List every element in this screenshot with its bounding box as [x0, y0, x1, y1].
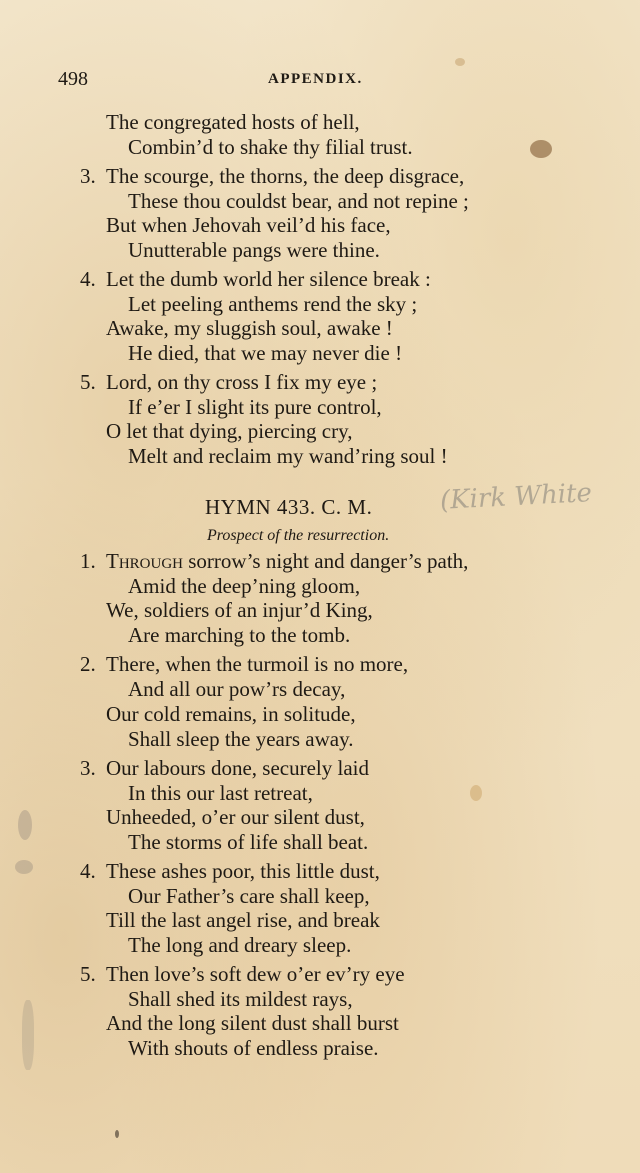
- verse-line: These ashes poor, this little dust,: [106, 859, 380, 883]
- hymn-subtitle: Prospect of the resurrection.: [207, 527, 390, 544]
- page-number: 498: [58, 68, 88, 90]
- verse-line: But when Jehovah veil’d his face,: [106, 213, 391, 237]
- verse-number: 1.: [80, 549, 96, 573]
- verse-line: And the long silent dust shall burst: [106, 1011, 399, 1035]
- verse-line: Our labours done, securely laid: [106, 756, 370, 780]
- verse-line: Shall sleep the years away.: [128, 727, 354, 751]
- verse-line: The long and dreary sleep.: [128, 933, 352, 957]
- first-word-smallcaps: Through: [106, 549, 183, 573]
- verse-number: 3.: [80, 164, 96, 188]
- verse-line: And all our pow’rs decay,: [128, 677, 346, 701]
- stain-spot: [455, 58, 465, 66]
- stain-spot: [18, 810, 32, 840]
- stain-spot: [115, 1130, 119, 1138]
- verse-line: Are marching to the tomb.: [128, 623, 351, 647]
- stain-spot: [15, 860, 33, 874]
- verse-line: Awake, my sluggish soul, awake !: [106, 316, 393, 340]
- stain-spot: [22, 1000, 34, 1070]
- verse-line: Amid the deep’ning gloom,: [128, 574, 361, 598]
- verse-line: These thou couldst bear, and not repine ;: [128, 189, 469, 213]
- verse-number: 4.: [80, 267, 96, 291]
- first-line-rest: sorrow’s night and danger’s path,: [183, 549, 469, 573]
- verse-line: The scourge, the thorns, the deep disgrace,: [106, 164, 465, 188]
- verse-line: Combin’d to shake thy filial trust.: [128, 135, 413, 159]
- verse-line: Lord, on thy cross I fix my eye ;: [106, 370, 378, 394]
- verse-line: Melt and reclaim my wand’ring soul !: [128, 444, 448, 468]
- verse-number: 2.: [80, 652, 96, 676]
- handwritten-annotation: (Kirk White: [439, 478, 593, 516]
- verse-line: Let the dumb world her silence break :: [106, 267, 431, 291]
- verse-line: Then love’s soft dew o’er ev’ry eye: [106, 962, 405, 986]
- verse-line: O let that dying, piercing cry,: [106, 419, 353, 443]
- verse-line: There, when the turmoil is no more,: [106, 652, 409, 676]
- verse-line: Our cold remains, in solitude,: [106, 702, 356, 726]
- verse-line: The storms of life shall beat.: [128, 830, 369, 854]
- verse-number: 4.: [80, 859, 96, 883]
- hymn-title: HYMN 433. C. M.: [205, 495, 373, 519]
- verse-line-first: [106, 551, 468, 572]
- verse-number: 5.: [80, 370, 96, 394]
- verse-line: He died, that we may never die !: [128, 341, 403, 365]
- stain-spot: [530, 140, 552, 158]
- verse-line: Till the last angel rise, and break: [106, 908, 380, 932]
- verse-line: Let peeling anthems rend the sky ;: [128, 292, 418, 316]
- verse-line: If e’er I slight its pure control,: [128, 395, 382, 419]
- verse-line: Unheeded, o’er our silent dust,: [106, 805, 365, 829]
- verse-line: The congregated hosts of hell,: [106, 110, 360, 134]
- verse-line: With shouts of endless praise.: [128, 1036, 379, 1060]
- verse-line: Shall shed its mildest rays,: [128, 987, 353, 1011]
- running-head: APPENDIX.: [268, 71, 363, 87]
- verse-line: In this our last retreat,: [128, 781, 313, 805]
- verse-number: 3.: [80, 756, 96, 780]
- verse-line: We, soldiers of an injur’d King,: [106, 598, 373, 622]
- verse-line: Our Father’s care shall keep,: [128, 884, 370, 908]
- verse-line: Unutterable pangs were thine.: [128, 238, 380, 262]
- stain-spot: [470, 785, 482, 801]
- verse-number: 5.: [80, 962, 96, 986]
